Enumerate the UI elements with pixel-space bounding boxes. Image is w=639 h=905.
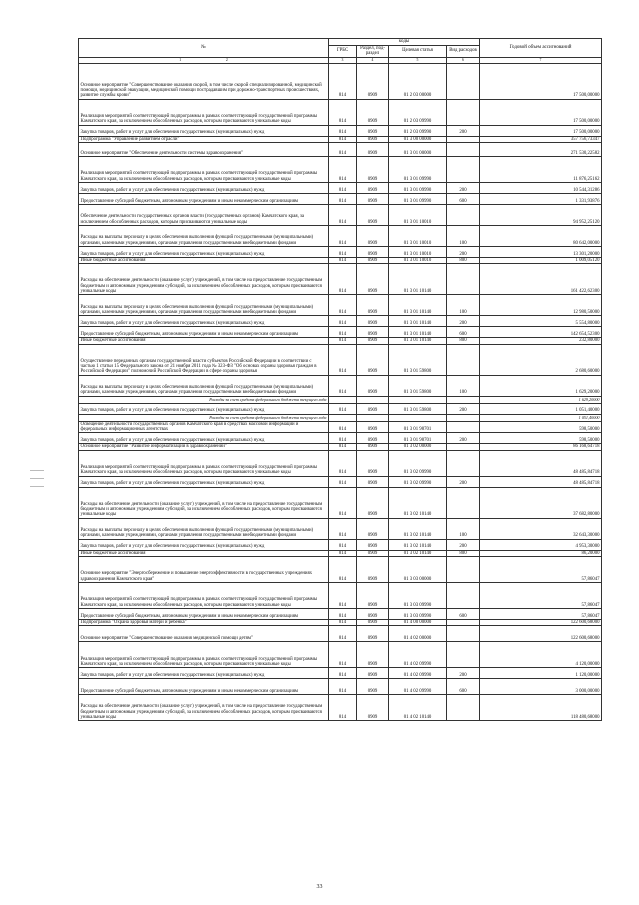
- row-name-cell: Закупка товаров, работ и услуг для обеспечения государственных (муниципальных) нужд: [79, 476, 329, 487]
- row-section-cell: 0909: [357, 125, 389, 136]
- row-section-cell: 0909: [357, 257, 389, 263]
- row-name-cell: Расходы на выплаты персоналу в целях обеспечения выполнения функций государственными (муниципальными) органами, казенными учреждениями, органами управления государственными внебюджетными фондами: [79, 518, 329, 539]
- row-amount-cell: 1 331,93876: [480, 193, 602, 204]
- row-grbs-cell: 814: [329, 403, 357, 414]
- budget-table: [78, 38, 602, 721]
- col-number-3: 3: [329, 57, 357, 63]
- row-type-cell: 200: [447, 476, 480, 487]
- table-row: [79, 679, 602, 695]
- row-name-cell: Расходы на выплаты персоналу в целях обеспечения выполнения функций государственными (муниципальными) органами, казенными учреждениями, органами управления государственными внебюджетными фондами: [79, 225, 329, 246]
- row-amount-cell: 57,86047: [480, 557, 602, 583]
- row-article-cell: 01 3 01 59800: [389, 403, 447, 414]
- row-type-cell: [447, 156, 480, 182]
- row-type-cell: [447, 204, 480, 225]
- row-name-cell: Закупка товаров, работ и услуг для обеспечения государственных (муниципальных) нужд: [79, 125, 329, 136]
- row-grbs-cell: [329, 396, 357, 403]
- row-section-cell: 0909: [357, 327, 389, 338]
- row-type-cell: [447, 626, 480, 642]
- row-type-cell: 100: [447, 295, 480, 316]
- row-article-cell: 01 3 02 10140: [389, 487, 447, 518]
- page-number: 33: [316, 884, 323, 890]
- row-type-cell: [447, 450, 480, 476]
- col-number-7: 7: [480, 57, 602, 63]
- table-row: [79, 476, 602, 487]
- row-amount-cell: 2 680,60000: [480, 344, 602, 375]
- row-amount-cell: 12 980,50000: [480, 295, 602, 316]
- row-section-cell: 0909: [357, 63, 389, 99]
- row-grbs-cell: 814: [329, 620, 357, 626]
- row-article-cell: 01 2 03 09990: [389, 125, 447, 136]
- row-type-cell: [447, 487, 480, 518]
- row-grbs-cell: 814: [329, 295, 357, 316]
- row-amount-cell: 48 485,84718: [480, 476, 602, 487]
- row-name-cell: Закупка товаров, работ и услуг для обеспечения государственных (муниципальных) нужд: [79, 433, 329, 444]
- row-amount-cell: 598,50000: [480, 421, 602, 433]
- row-article-cell: 01 3 03 09990: [389, 583, 447, 609]
- note-row: [79, 414, 602, 421]
- row-section-cell: 0909: [357, 99, 389, 125]
- row-article-cell: 01 4 00 00000: [389, 620, 447, 626]
- row-section-cell: 0909: [357, 156, 389, 182]
- row-article-cell: 01 4 02 09990: [389, 642, 447, 668]
- row-type-cell: [447, 344, 480, 375]
- row-section-cell: 0909: [357, 668, 389, 679]
- row-amount-cell: 13 301,20000: [480, 246, 602, 257]
- row-amount-cell: 37 682,80000: [480, 487, 602, 518]
- row-section-cell: [357, 396, 389, 403]
- table-row: [79, 295, 602, 316]
- row-grbs-cell: 814: [329, 193, 357, 204]
- row-section-cell: 0909: [357, 246, 389, 257]
- row-article-cell: 01 3 02 10140: [389, 539, 447, 550]
- row-article-cell: 01 3 01 10140: [389, 295, 447, 316]
- row-section-cell: 0909: [357, 264, 389, 295]
- row-article-cell: 01 3 01 10010: [389, 246, 447, 257]
- table-row: [79, 125, 602, 136]
- row-article-cell: 01 4 02 10140: [389, 695, 447, 721]
- row-article-cell: 01 3 02 10140: [389, 550, 447, 556]
- row-article-cell: 01 2 03 09990: [389, 99, 447, 125]
- row-name-cell: Подпрограмма "Управление развитием отрасли": [79, 136, 329, 142]
- row-article-cell: 01 4 02 09990: [389, 668, 447, 679]
- row-grbs-cell: 814: [329, 550, 357, 556]
- row-type-cell: 200: [447, 182, 480, 193]
- row-name-cell: Предоставление субсидий бюджетным, автономным учреждениям и иным некоммерческим организациям: [79, 609, 329, 620]
- row-grbs-cell: 814: [329, 642, 357, 668]
- budget-page: [78, 38, 601, 721]
- row-name-cell: Расходы за счет средств федерального бюджета текущего года: [79, 414, 329, 421]
- row-type-cell: [447, 583, 480, 609]
- row-section-cell: 0909: [357, 609, 389, 620]
- margin-mark: [30, 478, 44, 479]
- row-amount-cell: 5 554,80000: [480, 316, 602, 327]
- row-name-cell: Реализация мероприятий соответствующей подпрограммы в рамках соответствующей государственной программы Камчатского края, за исключением обособленных расходов, которым присваиваются уникальные коды: [79, 642, 329, 668]
- row-name-cell: Предоставление субсидий бюджетным, автономным учреждениям и иным некоммерческим организациям: [79, 327, 329, 338]
- row-amount-cell: 57,86047: [480, 583, 602, 609]
- table-row: [79, 142, 602, 156]
- row-article-cell: 01 2 03 00000: [389, 63, 447, 99]
- row-article-cell: 01 3 00 00000: [389, 136, 447, 142]
- row-name-cell: Предоставление субсидий бюджетным, автономным учреждениям и иным некоммерческим организациям: [79, 193, 329, 204]
- row-grbs-cell: [329, 414, 357, 421]
- row-amount-cell: 80 642,00000: [480, 225, 602, 246]
- row-section-cell: 0909: [357, 295, 389, 316]
- row-article-cell: 01 3 01 10140: [389, 316, 447, 327]
- row-type-cell: 600: [447, 679, 480, 695]
- row-name-cell: Закупка товаров, работ и услуг для обеспечения государственных (муниципальных) нужд: [79, 316, 329, 327]
- row-article-cell: 01 3 01 09990: [389, 182, 447, 193]
- table-row: [79, 433, 602, 444]
- row-amount-cell: 232,80000: [480, 338, 602, 344]
- row-article-cell: 01 3 01 09990: [389, 156, 447, 182]
- row-grbs-cell: 814: [329, 539, 357, 550]
- row-amount-cell: 598,50000: [480, 433, 602, 444]
- table-body: [79, 63, 602, 721]
- row-amount-cell: 161 422,62300: [480, 264, 602, 295]
- row-article-cell: 01 3 01 98701: [389, 433, 447, 444]
- header-codes: коды: [329, 39, 480, 46]
- row-article-cell: 01 3 02 10140: [389, 518, 447, 539]
- row-type-cell: [447, 63, 480, 99]
- row-type-cell: 200: [447, 403, 480, 414]
- row-name-cell: Основное мероприятие "Обеспечение деятельности системы здравоохранения": [79, 142, 329, 156]
- row-grbs-cell: 814: [329, 63, 357, 99]
- margin-mark: [30, 470, 44, 471]
- table-row: [79, 182, 602, 193]
- row-section-cell: 0909: [357, 403, 389, 414]
- table-row: [79, 204, 602, 225]
- row-grbs-cell: 814: [329, 433, 357, 444]
- row-name-cell: Реализация мероприятий соответствующей подпрограммы в рамках соответствующей государственной программы Камчатского края, за исключением обособленных расходов, которым присваиваются уникальные коды: [79, 156, 329, 182]
- row-grbs-cell: 814: [329, 204, 357, 225]
- row-name-cell: Осуществление переданных органам государственной власти субъектов Российской Федерации в соответствии с частью 1 статьи 15 Федерального закона от 21 ноября 2011 года № 323-ФЗ "Об основах охраны здоровья граждан в Российской Федерации" полномочий Российской Федерации в сфере охраны здоровья: [79, 344, 329, 375]
- row-article-cell: 01 3 02 09990: [389, 476, 447, 487]
- row-type-cell: [447, 99, 480, 125]
- row-name-cell: Реализация мероприятий соответствующей подпрограммы в рамках соответствующей государственной программы Камчатского края, за исключением обособленных расходов, которым присваиваются уникальные коды: [79, 450, 329, 476]
- header-section: Раздел, под-раздел: [357, 45, 389, 57]
- row-name-cell: Закупка товаров, работ и услуг для обеспечения государственных (муниципальных) нужд: [79, 668, 329, 679]
- row-grbs-cell: 814: [329, 136, 357, 142]
- row-name-cell: Расходы на обеспечение деятельности (оказание услуг) учреждений, в том числе на предоставление государственным бюджетным и автономным учреждениям субсидий, за исключением обособленных расходов, которым присваиваются уникальные коды: [79, 264, 329, 295]
- row-name-cell: Реализация мероприятий соответствующей подпрограммы в рамках соответствующей государственной программы Камчатского края, за исключением обособленных расходов, которым присваиваются уникальные коды: [79, 99, 329, 125]
- table-row: [79, 583, 602, 609]
- table-row: [79, 668, 602, 679]
- row-amount-cell: 271 530,22582: [480, 142, 602, 156]
- row-amount-cell: 10 544,31286: [480, 182, 602, 193]
- table-row: [79, 316, 602, 327]
- row-article-cell: 01 3 01 10010: [389, 225, 447, 246]
- row-grbs-cell: 814: [329, 626, 357, 642]
- row-section-cell: 0909: [357, 539, 389, 550]
- row-name-cell: Основное мероприятие "Энергосбережение и повышение энергоэффективности в государственных учреждениях здравоохранения Камчатского края": [79, 557, 329, 583]
- row-name-cell: Предоставление субсидий бюджетным, автономным учреждениям и иным некоммерческим организациям: [79, 679, 329, 695]
- row-grbs-cell: 814: [329, 668, 357, 679]
- row-grbs-cell: 814: [329, 609, 357, 620]
- row-grbs-cell: 814: [329, 583, 357, 609]
- row-amount-cell: 86 168,64718: [480, 444, 602, 450]
- row-grbs-cell: 814: [329, 142, 357, 156]
- row-name-cell: Освещение деятельности государственных органов Камчатского края в средствах массовой информации и федеральных информационных агентствах: [79, 421, 329, 433]
- margin-mark: [30, 486, 44, 487]
- row-name-cell: Расходы за счет средств федерального бюджета текущего года: [79, 396, 329, 403]
- row-grbs-cell: 814: [329, 444, 357, 450]
- row-name-cell: Закупка товаров, работ и услуг для обеспечения государственных (муниципальных) нужд: [79, 182, 329, 193]
- row-name-cell: Основное мероприятие "Развитие информатизации в здравоохранении": [79, 444, 329, 450]
- row-name-cell: Закупка товаров, работ и услуг для обеспечения государственных (муниципальных) нужд: [79, 403, 329, 414]
- row-article-cell: 01 3 01 59800: [389, 375, 447, 396]
- table-row: [79, 246, 602, 257]
- note-row: [79, 396, 602, 403]
- row-amount-cell: 48 485,84718: [480, 450, 602, 476]
- row-grbs-cell: 814: [329, 518, 357, 539]
- row-amount-cell: 122 600,68000: [480, 620, 602, 626]
- row-type-cell: 200: [447, 125, 480, 136]
- row-section-cell: 0909: [357, 679, 389, 695]
- header-article: Целевая статья: [389, 45, 447, 57]
- row-type-cell: 800: [447, 550, 480, 556]
- row-section-cell: 0909: [357, 338, 389, 344]
- row-amount-cell: 4 120,00000: [480, 642, 602, 668]
- row-type-cell: 200: [447, 316, 480, 327]
- row-grbs-cell: 814: [329, 487, 357, 518]
- row-amount-cell: 1 051,40000: [480, 403, 602, 414]
- row-grbs-cell: 814: [329, 246, 357, 257]
- row-name-cell: Иные бюджетные ассигнования: [79, 338, 329, 344]
- row-name-cell: Основное мероприятие "Совершенствование оказания медицинской помощи детям": [79, 626, 329, 642]
- row-section-cell: [357, 414, 389, 421]
- row-amount-cell: 17 500,00000: [480, 125, 602, 136]
- table-row: [79, 156, 602, 182]
- row-amount-cell: 1 629,20000: [480, 396, 602, 403]
- row-grbs-cell: 814: [329, 99, 357, 125]
- row-grbs-cell: 814: [329, 695, 357, 721]
- table-row: [79, 63, 602, 99]
- row-article-cell: 01 3 02 09990: [389, 450, 447, 476]
- row-article-cell: 01 4 02 00000: [389, 626, 447, 642]
- row-grbs-cell: 814: [329, 264, 357, 295]
- row-section-cell: 0909: [357, 518, 389, 539]
- row-grbs-cell: 814: [329, 450, 357, 476]
- row-amount-cell: 1 120,00000: [480, 668, 602, 679]
- header-grbs: ГРБС: [329, 45, 357, 57]
- row-name-cell: Реализация мероприятий соответствующей подпрограммы в рамках соответствующей государственной программы Камчатского края, за исключением обособленных расходов, которым присваиваются уникальные коды: [79, 583, 329, 609]
- row-amount-cell: 1 009,05120: [480, 257, 602, 263]
- row-article-cell: 01 3 01 00000: [389, 142, 447, 156]
- row-type-cell: [447, 414, 480, 421]
- row-type-cell: [447, 695, 480, 721]
- table-row: [79, 518, 602, 539]
- row-article-cell: 01 3 01 59800: [389, 344, 447, 375]
- table-row: [79, 642, 602, 668]
- table-row: [79, 487, 602, 518]
- row-article-cell: 01 3 03 00000: [389, 557, 447, 583]
- row-grbs-cell: 814: [329, 338, 357, 344]
- table-row: [79, 695, 602, 721]
- table-row: [79, 264, 602, 295]
- row-article-cell: [389, 396, 447, 403]
- row-grbs-cell: 814: [329, 375, 357, 396]
- row-article-cell: 01 4 02 09990: [389, 679, 447, 695]
- row-amount-cell: 32 643,30000: [480, 518, 602, 539]
- row-article-cell: 01 3 01 10140: [389, 338, 447, 344]
- row-section-cell: 0909: [357, 433, 389, 444]
- table-row: [79, 375, 602, 396]
- header-type: Вид расходов: [447, 45, 480, 57]
- row-type-cell: 200: [447, 539, 480, 550]
- row-grbs-cell: 814: [329, 557, 357, 583]
- row-article-cell: 01 3 02 00000: [389, 444, 447, 450]
- row-section-cell: 0909: [357, 642, 389, 668]
- row-article-cell: [389, 414, 447, 421]
- row-section-cell: 0909: [357, 476, 389, 487]
- row-article-cell: 01 3 01 09990: [389, 193, 447, 204]
- row-type-cell: [447, 642, 480, 668]
- header-amount: Годовой объем ассигнований: [480, 39, 602, 58]
- row-type-cell: 600: [447, 193, 480, 204]
- row-grbs-cell: 814: [329, 679, 357, 695]
- row-section-cell: 0909: [357, 620, 389, 626]
- row-grbs-cell: 814: [329, 156, 357, 182]
- col-number-5: 5: [389, 57, 447, 63]
- row-section-cell: 0909: [357, 316, 389, 327]
- row-name-cell: Иные бюджетные ассигнования: [79, 550, 329, 556]
- table-row: [79, 225, 602, 246]
- table-row: [79, 539, 602, 550]
- row-section-cell: 0909: [357, 344, 389, 375]
- row-amount-cell: 357 756,73347: [480, 136, 602, 142]
- row-amount-cell: 3 000,00000: [480, 679, 602, 695]
- row-type-cell: [447, 142, 480, 156]
- row-type-cell: 200: [447, 433, 480, 444]
- row-section-cell: 0909: [357, 421, 389, 433]
- row-type-cell: 600: [447, 609, 480, 620]
- table-row: [79, 327, 602, 338]
- table-row: [79, 403, 602, 414]
- row-section-cell: 0909: [357, 626, 389, 642]
- table-row: [79, 193, 602, 204]
- row-amount-cell: 4 953,30000: [480, 539, 602, 550]
- row-section-cell: 0909: [357, 550, 389, 556]
- row-type-cell: 100: [447, 225, 480, 246]
- row-grbs-cell: 814: [329, 344, 357, 375]
- row-type-cell: 600: [447, 327, 480, 338]
- table-row: [79, 609, 602, 620]
- row-type-cell: [447, 264, 480, 295]
- row-type-cell: 800: [447, 338, 480, 344]
- row-name-cell: Подпрограмма "Охрана здоровья матери и ребенка": [79, 620, 329, 626]
- table-row: [79, 421, 602, 433]
- row-type-cell: 800: [447, 257, 480, 263]
- row-amount-cell: 86,20000: [480, 550, 602, 556]
- row-section-cell: 0909: [357, 375, 389, 396]
- row-amount-cell: 1 629,20000: [480, 375, 602, 396]
- row-article-cell: 01 3 03 09990: [389, 609, 447, 620]
- row-section-cell: 0909: [357, 142, 389, 156]
- row-amount-cell: 94 952,25120: [480, 204, 602, 225]
- row-section-cell: 0909: [357, 193, 389, 204]
- row-article-cell: 01 3 01 10140: [389, 264, 447, 295]
- row-name-cell: Обеспечение деятельности государственных органов власти (государственных органов) Камчатского края, за исключением обособленных расходов, которым присваиваются уникальные коды: [79, 204, 329, 225]
- row-amount-cell: 142 654,52300: [480, 327, 602, 338]
- row-amount-cell: 17 500,00000: [480, 99, 602, 125]
- row-article-cell: 01 3 01 10010: [389, 204, 447, 225]
- row-section-cell: 0909: [357, 487, 389, 518]
- row-article-cell: 01 3 01 10140: [389, 327, 447, 338]
- row-grbs-cell: 814: [329, 327, 357, 338]
- row-name-cell: Расходы на обеспечение деятельности (оказание услуг) учреждений, в том числе на предоставление государственным бюджетным и автономным учреждениям субсидий, за исключением обособленных расходов, которым присваиваются уникальные коды: [79, 695, 329, 721]
- row-type-cell: [447, 557, 480, 583]
- row-amount-cell: 17 500,00000: [480, 63, 602, 99]
- row-grbs-cell: 814: [329, 257, 357, 263]
- row-name-cell: Расходы на выплаты персоналу в целях обеспечения выполнения функций государственными (муниципальными) органами, казенными учреждениями, органами управления государственными внебюджетными фондами: [79, 375, 329, 396]
- col-number-1: 1 2: [79, 57, 329, 63]
- row-grbs-cell: 814: [329, 421, 357, 433]
- row-amount-cell: 57,86047: [480, 609, 602, 620]
- table-row: [79, 557, 602, 583]
- row-grbs-cell: 814: [329, 182, 357, 193]
- row-type-cell: [447, 396, 480, 403]
- col-number-6: 6: [447, 57, 480, 63]
- row-section-cell: 0909: [357, 450, 389, 476]
- table-row: [79, 450, 602, 476]
- table-row: [79, 99, 602, 125]
- row-grbs-cell: 814: [329, 476, 357, 487]
- row-type-cell: 200: [447, 246, 480, 257]
- row-amount-cell: 122 600,68000: [480, 626, 602, 642]
- row-section-cell: 0909: [357, 695, 389, 721]
- header-number: №: [79, 39, 329, 58]
- row-type-cell: 100: [447, 518, 480, 539]
- row-name-cell: Иные бюджетные ассигнования: [79, 257, 329, 263]
- col-number-4: 4: [357, 57, 389, 63]
- table-row: [79, 626, 602, 642]
- row-section-cell: 0909: [357, 225, 389, 246]
- table-row: [79, 344, 602, 375]
- row-section-cell: 0909: [357, 557, 389, 583]
- row-type-cell: 100: [447, 375, 480, 396]
- row-name-cell: Расходы на обеспечение деятельности (оказание услуг) учреждений, в том числе на предоставление государственным бюджетным и автономным учреждениям субсидий, за исключением обособленных расходов, которым присваиваются уникальные коды: [79, 487, 329, 518]
- row-amount-cell: 118 480,68000: [480, 695, 602, 721]
- row-name-cell: Расходы на выплаты персоналу в целях обеспечения выполнения функций государственными (муниципальными) органами, казенными учреждениями, органами управления государственными внебюджетными фондами: [79, 295, 329, 316]
- row-section-cell: 0909: [357, 182, 389, 193]
- row-amount-cell: 1 051,40000: [480, 414, 602, 421]
- row-name-cell: Основное мероприятие "Совершенствование оказания скорой, в том числе скорой специализированной, медицинской помощи, медицинской эвакуации, медицинской помощи пострадавшим при дорожно-транспортных происшествиях, развитие службы крови": [79, 63, 329, 99]
- row-name-cell: Закупка товаров, работ и услуг для обеспечения государственных (муниципальных) нужд: [79, 246, 329, 257]
- row-amount-cell: 11 876,25162: [480, 156, 602, 182]
- row-section-cell: 0909: [357, 444, 389, 450]
- row-type-cell: 200: [447, 668, 480, 679]
- row-grbs-cell: 814: [329, 316, 357, 327]
- row-grbs-cell: 814: [329, 225, 357, 246]
- row-section-cell: 0909: [357, 583, 389, 609]
- row-type-cell: [447, 421, 480, 433]
- row-section-cell: 0909: [357, 204, 389, 225]
- row-article-cell: 01 3 01 10010: [389, 257, 447, 263]
- row-article-cell: 01 3 01 98701: [389, 421, 447, 433]
- row-grbs-cell: 814: [329, 125, 357, 136]
- row-section-cell: 0909: [357, 136, 389, 142]
- row-name-cell: Закупка товаров, работ и услуг для обеспечения государственных (муниципальных) нужд: [79, 539, 329, 550]
